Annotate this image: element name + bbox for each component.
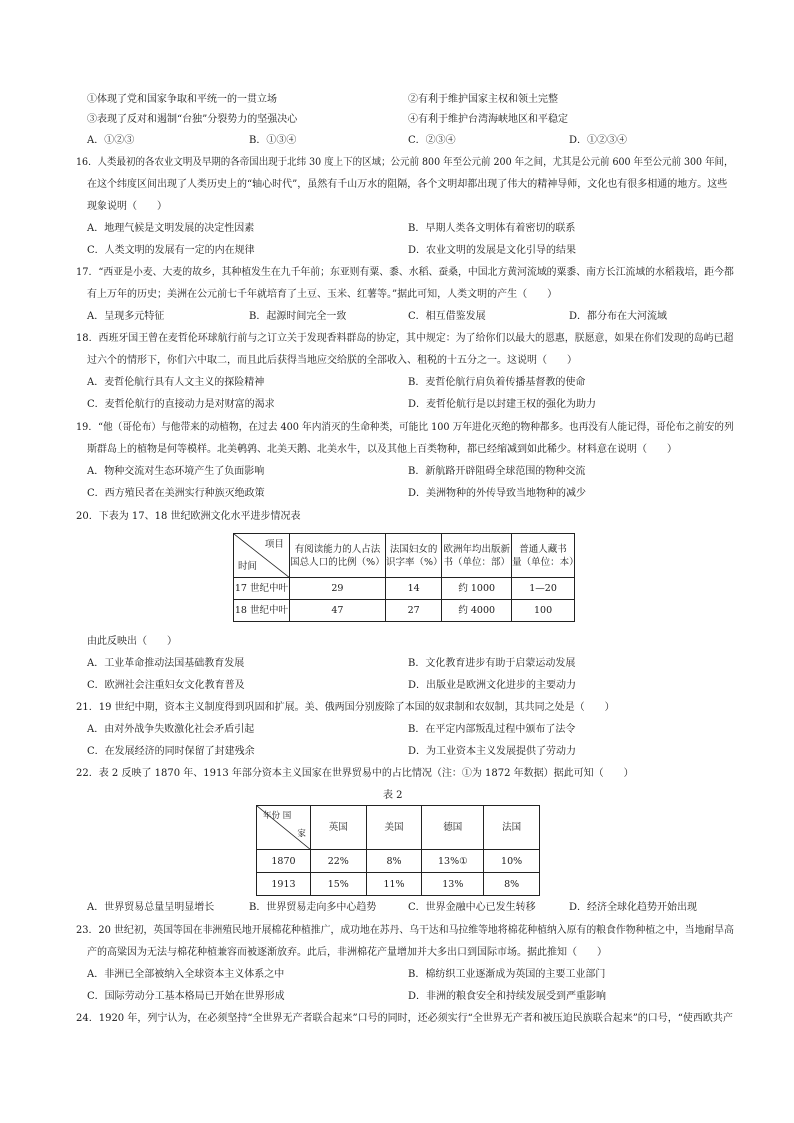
- corner-label-top: 年份 国: [263, 811, 292, 821]
- q15-choice-c: C．②③④: [408, 135, 456, 146]
- table-cell: 8%: [366, 850, 422, 873]
- q17-choice-a: A．呈现多元特征: [87, 311, 165, 322]
- corner-label-bottom: 家: [297, 829, 306, 839]
- table-cell: 100: [512, 600, 575, 622]
- q22-choice-d: D．经济全球化趋势开始出现: [569, 902, 698, 913]
- q22-choice-b: B．世界贸易走向多中心趋势: [249, 902, 377, 913]
- q20-header-1: 有阅读能力的人占法 国总人口的比例（%）: [289, 534, 385, 578]
- q20-table: [233, 533, 579, 622]
- q19-choice-d: D．美洲物种的外传导致当地物种的减少: [408, 488, 587, 499]
- table-row: [234, 578, 575, 600]
- q22-header-de: 德国: [422, 806, 484, 850]
- table-row: [257, 873, 540, 896]
- table-row: [257, 850, 540, 873]
- q15-option-1: ①体现了党和国家争取和平统一的一贯立场: [87, 94, 277, 105]
- q22-choice-c: C．世界金融中心已发生转移: [408, 902, 536, 913]
- table-row: [234, 600, 575, 622]
- q18-choice-a: A．麦哲伦航行具有人文主义的探险精神: [87, 377, 265, 388]
- q16-stem-line-1: 16．人类最初的各农业文明及早期的各帝国出现于北纬 30 度上下的区域；公元前 800 年至公元前 200 年之间，尤其是公元前 600 年至公元前 300 年间，: [76, 157, 734, 168]
- corner-label-bottom: 时间: [238, 561, 258, 572]
- table-cell: 8%: [484, 873, 540, 896]
- q17-choice-b: B．起源时间完全一致: [249, 311, 347, 322]
- q22-table-corner: [257, 806, 311, 850]
- q19-stem-line-2: 斯群岛上的植物是何等模样。北美鹌鹑、北美天鹅、北美水牛，以及其他上百类物种，都已经缩减到如此稀少。材料意在说明（ ）: [87, 444, 677, 455]
- q20-header-3: 欧洲年均出版新 书（单位：部）: [442, 534, 512, 578]
- q16-choice-c: C．人类文明的发展有一定的内在规律: [87, 245, 255, 256]
- q15-choice-a: A．①②③: [87, 135, 135, 146]
- table-cell: 约 1000: [442, 578, 512, 600]
- q15-option-4: ④有利于维护台湾海峡地区和平稳定: [408, 114, 568, 125]
- q21-stem: 21．19 世纪中期，资本主义制度得到巩固和扩展。美、俄两国分别废除了本国的奴隶制和农奴制，其共同之处是（ ）: [76, 702, 615, 713]
- q22-header-uk: 英国: [310, 806, 366, 850]
- q16-stem-line-3: 现象说明（ ）: [87, 201, 167, 212]
- row-label: 1913: [257, 873, 311, 896]
- q18-stem-line-1: 18．西班牙国王曾在麦哲伦环球航行前与之订立关于发现香料群岛的协定，其中规定：为了给你们以最大的恩惠，朕愿意，如果在你们发现的岛屿已超: [76, 333, 734, 344]
- q17-stem-line-2: 有上万年的历史；美洲在公元前七千年就培育了土豆、玉米、红薯等。”据此可知，人类文明的产生（ ）: [87, 289, 558, 300]
- table-cell: 13%①: [422, 850, 484, 873]
- q22-header-us: 美国: [366, 806, 422, 850]
- q22-table-title: 表 2: [383, 790, 403, 801]
- q18-choice-c: C．麦哲伦航行的直接动力是对财富的渴求: [87, 399, 275, 410]
- q21-choice-a: A．由对外战争失败激化社会矛盾引起: [87, 724, 255, 735]
- q19-choice-b: B．新航路开辟阻碍全球范围的物种交流: [408, 466, 586, 477]
- table-cell: 29: [289, 578, 385, 600]
- q18-choice-d: D．麦哲伦航行是以封建王权的强化为助力: [408, 399, 597, 410]
- table-cell: 1—20: [512, 578, 575, 600]
- q16-choice-b: B．早期人类各文明体有着密切的联系: [408, 223, 576, 234]
- table-cell: 22%: [310, 850, 366, 873]
- q20-header-2: 法国妇女的 识字率（%）: [386, 534, 442, 578]
- table-cell: 27: [386, 600, 442, 622]
- q15-choice-d: D．①②③④: [569, 135, 628, 146]
- table-cell: 10%: [484, 850, 540, 873]
- table-cell: 13%: [422, 873, 484, 896]
- q16-stem-line-2: 在这个纬度区间出现了人类历史上的“轴心时代”，虽然有千山万水的阻隔，各个文明却都出现了伟大的精神导师，文化也有很多相通的地方。这些: [87, 179, 728, 190]
- q23-stem-line-2: 产的高粱因为无法与棉花种植兼容而被逐渐放弃。此后，非洲棉花产量增加并大多出口到国际市场。据此推知（ ）: [87, 947, 607, 958]
- q20-table-corner: [234, 534, 290, 578]
- q20-choice-b: B．文化教育进步有助于启蒙运动发展: [408, 658, 576, 669]
- q24-stem-line-1: 24．1920 年，列宁认为，在必须坚持“全世界无产者联合起来”口号的同时，还必须实行“全世界无产者和被压迫民族联合起来”的口号，“使西欧共产: [76, 1013, 733, 1024]
- q23-choice-c: C．国际劳动分工基本格局已开始在世界形成: [87, 991, 285, 1002]
- table-cell: 15%: [310, 873, 366, 896]
- q21-choice-b: B．在平定内部叛乱过程中颁布了法令: [408, 724, 576, 735]
- q15-option-2: ②有利于维护国家主权和领土完整: [408, 94, 558, 105]
- row-label: 18 世纪中叶: [234, 600, 290, 622]
- table-cell: 47: [289, 600, 385, 622]
- q20-choice-c: C．欧洲社会注重妇女文化教育普及: [87, 680, 245, 691]
- q23-choice-d: D．非洲的粮食安全和持续发展受到严重影响: [408, 991, 607, 1002]
- table-cell: 约 4000: [442, 600, 512, 622]
- q17-choice-d: D．都分布在大河流域: [569, 311, 668, 322]
- q20-prompt: 由此反映出（ ）: [87, 636, 177, 647]
- q19-choice-a: A．物种交流对生态环境产生了负面影响: [87, 466, 265, 477]
- q22-stem: 22．表 2 反映了 1870 年、1913 年部分资本主义国家在世界贸易中的占比情况（注：①为 1872 年数据）据此可知（ ）: [76, 768, 634, 779]
- q20-header-4: 普通人藏书 量（单位：本）: [512, 534, 575, 578]
- q20-choice-d: D．出版业是欧洲文化进步的主要动力: [408, 680, 577, 691]
- q21-choice-d: D．为工业资本主义发展提供了劳动力: [408, 746, 577, 757]
- q17-choice-c: C．相互借鉴发展: [408, 311, 486, 322]
- q23-stem-line-1: 23．20 世纪初，英国等国在非洲殖民地开展棉花种植推广，成功地在苏丹、乌干达和马拉维等地将棉花种植纳入原有的粮食作物种植之中，当地耐旱高: [76, 925, 734, 936]
- q18-stem-line-2: 过六个的情形下，你们六中取二，而且此后获得当地应交给朕的全部收入、租税的十五分之一。这说明（ ）: [87, 355, 577, 366]
- q20-choice-a: A．工业革命推动法国基础教育发展: [87, 658, 245, 669]
- q19-choice-c: C．西方殖民者在美洲实行种族灭绝政策: [87, 488, 265, 499]
- q19-stem-line-1: 19．“他（哥伦布）与他带来的动植物，在过去 400 年内消灭的生命种类，可能比 100 万年进化灭绝的物种都多。也再没有人能记得，哥伦布之前安的列: [76, 422, 734, 433]
- q20-stem: 20．下表为 17、18 世纪欧洲文化水平进步情况表: [76, 511, 301, 522]
- q16-choice-a: A．地理气候是文明发展的决定性因素: [87, 223, 255, 234]
- q21-choice-c: C．在发展经济的同时保留了封建残余: [87, 746, 255, 757]
- row-label: 1870: [257, 850, 311, 873]
- q15-option-3: ③表现了反对和遏制“台独”分裂势力的坚强决心: [87, 114, 298, 125]
- q22-choice-a: A．世界贸易总量呈明显增长: [87, 902, 215, 913]
- q17-stem-line-1: 17．“西亚是小麦、大麦的故乡，其种植发生在九千年前；东亚则有粟、黍、水稻、蚕桑，中国北方黄河流域的粟黍、南方长江流域的水稻栽培，距今都: [76, 267, 734, 278]
- row-label: 17 世纪中叶: [234, 578, 290, 600]
- table-cell: 14: [386, 578, 442, 600]
- q16-choice-d: D．农业文明的发展是文化引导的结果: [408, 245, 577, 256]
- table-cell: 11%: [366, 873, 422, 896]
- q23-choice-b: B．棉纺织工业逐渐成为英国的主要工业部门: [408, 969, 606, 980]
- corner-label-top: 项目: [264, 539, 284, 550]
- q22-table: [256, 805, 540, 896]
- q23-choice-a: A．非洲已全部被纳入全球资本主义体系之中: [87, 969, 285, 980]
- q22-header-fr: 法国: [484, 806, 540, 850]
- q15-choice-b: B．①③④: [249, 135, 297, 146]
- q18-choice-b: B．麦哲伦航行肩负着传播基督教的使命: [408, 377, 586, 388]
